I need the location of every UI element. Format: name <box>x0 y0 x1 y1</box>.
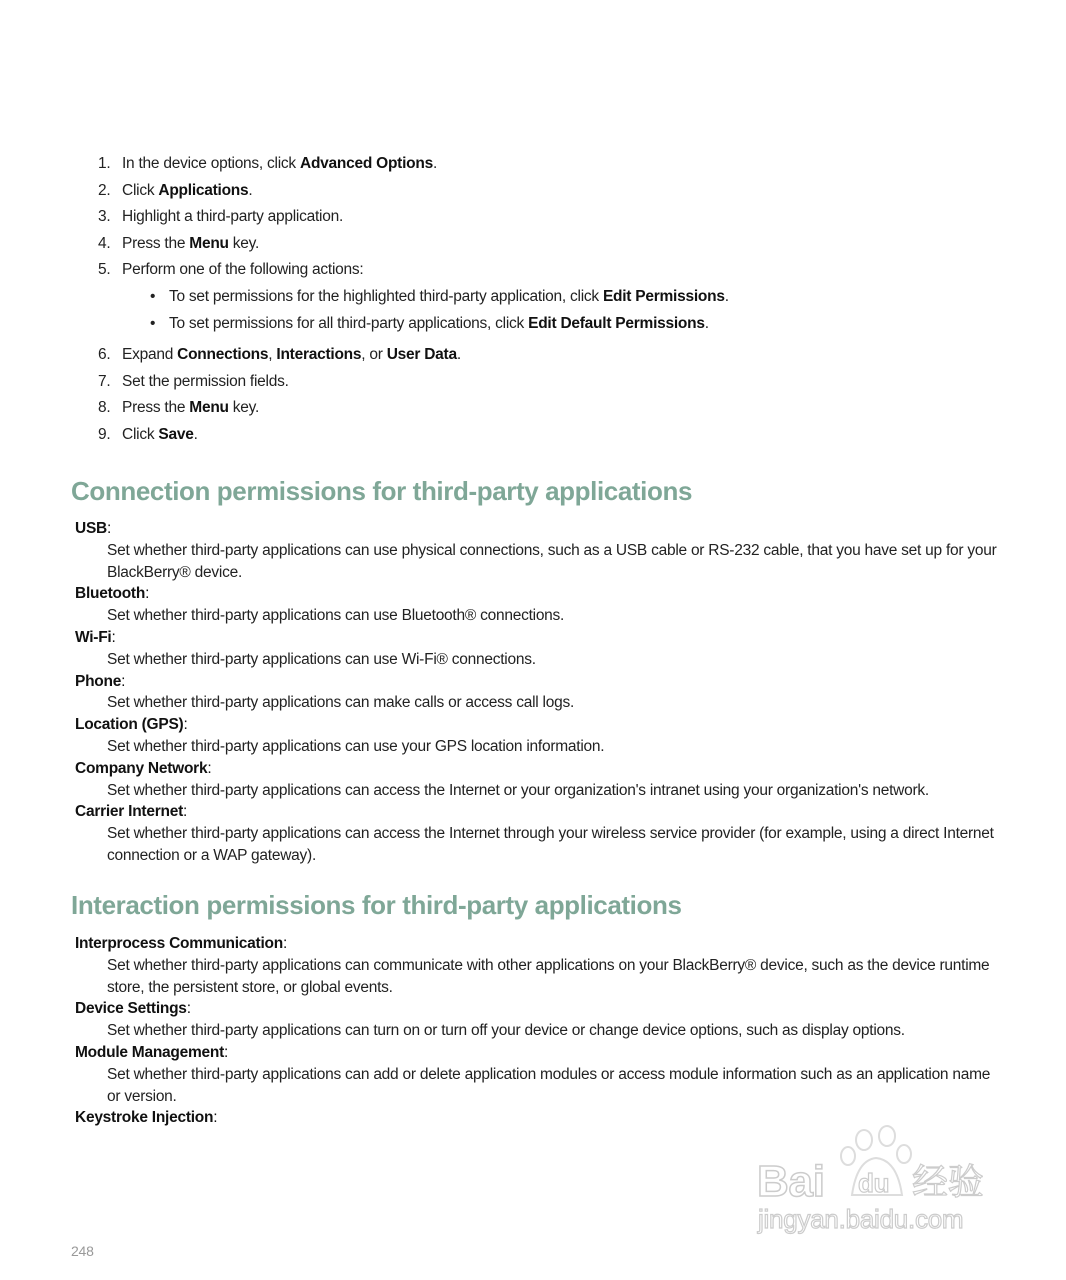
colon: : <box>121 672 126 690</box>
list-item <box>0 342 1066 369</box>
step-text <box>122 231 259 258</box>
list-item <box>0 369 1066 396</box>
text-segment: . <box>193 425 198 443</box>
step-number: 1. <box>98 155 111 172</box>
step-text <box>122 369 289 396</box>
term-label: USB <box>75 520 107 537</box>
section-heading-connection: Connection permissions for third-party applications <box>71 476 693 506</box>
list-item <box>0 204 1066 231</box>
text-segment: . <box>704 314 709 332</box>
term-label: Phone <box>75 672 122 690</box>
step-number: 7. <box>98 372 111 390</box>
ui-term: Connections <box>177 346 269 364</box>
colon: : <box>111 628 116 646</box>
list-item <box>0 178 1066 205</box>
permission-description: Set whether third-party applications can use Wi-Fi® connections. <box>107 650 536 668</box>
ui-term: Save <box>158 425 194 443</box>
colon: : <box>106 520 112 537</box>
list-item <box>0 257 1066 284</box>
svg-text:jingyan.baidu.com: jingyan.baidu.com <box>758 1204 964 1234</box>
term-label: Keystroke Injection <box>75 1109 214 1127</box>
connection-permissions-list <box>0 518 1066 867</box>
permission-term <box>75 933 1066 955</box>
ui-term: Edit Permissions <box>602 287 725 305</box>
colon: : <box>182 803 188 821</box>
colon: : <box>207 759 212 777</box>
sub-step-text <box>169 311 709 338</box>
ui-term: Interactions <box>276 346 362 364</box>
step-number: 4. <box>98 234 111 252</box>
text-segment: , <box>268 346 277 364</box>
term-label: Carrier Internet <box>75 803 183 821</box>
permission-description: Set whether third-party applications can access the Internet through your wireless service provider (for example, using a direct Internet connection or a WAP gateway). <box>107 825 994 864</box>
step-number: 3. <box>98 208 111 226</box>
permission-term <box>75 671 1066 693</box>
permission-description: Set whether third-party applications can use Bluetooth® connections. <box>107 607 565 625</box>
permission-term <box>75 758 1066 780</box>
svg-text:Bai: Bai <box>757 1157 825 1206</box>
permission-term <box>75 714 1066 736</box>
step-text <box>122 204 343 231</box>
term-label: Interprocess Communication <box>75 935 283 952</box>
text-segment: , or <box>361 346 387 364</box>
text-segment: Click <box>122 181 159 199</box>
bullet-icon: • <box>150 287 156 305</box>
ui-term: Applications <box>158 181 249 199</box>
step-number: 8. <box>98 399 111 417</box>
text-segment: Press the <box>122 399 190 417</box>
term-label: Module Management <box>75 1043 225 1061</box>
list-item <box>0 151 1066 178</box>
colon: : <box>186 1000 191 1018</box>
text-segment: Perform one of the following actions: <box>122 261 364 279</box>
ui-term: User Data <box>386 346 457 364</box>
list-item <box>0 395 1066 422</box>
text-segment: Highlight a third-party application. <box>122 208 344 226</box>
procedure-steps <box>0 151 1066 449</box>
permission-description: Set whether third-party applications can use physical connections, such as a USB cable or RS-232 cable, that you have set up for your BlackBerry® device. <box>107 541 997 581</box>
permission-term <box>75 801 1066 823</box>
colon: : <box>224 1043 229 1061</box>
colon: : <box>183 716 188 734</box>
colon: : <box>145 585 150 603</box>
permission-term <box>75 583 1066 605</box>
step-text <box>122 395 259 422</box>
page-number: 248 <box>71 1243 94 1259</box>
step-number: 6. <box>98 346 111 364</box>
permission-term <box>75 998 1066 1020</box>
baidu-watermark-logo <box>752 1120 1007 1240</box>
bullet-icon: • <box>150 314 156 332</box>
step-number: 2. <box>98 181 111 199</box>
sub-list-item <box>0 311 1066 338</box>
term-label: Bluetooth <box>75 585 146 603</box>
text-segment: Expand <box>122 346 178 364</box>
permission-description: Set whether third-party applications can add or delete application modules or access module information such as an application name or version. <box>107 1065 991 1105</box>
text-segment: Set the permission fields. <box>122 372 289 390</box>
step-number: 9. <box>98 425 111 443</box>
step-text <box>122 422 198 449</box>
permission-description: Set whether third-party applications can use your GPS location information. <box>107 737 605 755</box>
colon: : <box>282 935 288 952</box>
step-number: 5. <box>98 261 111 279</box>
svg-text:du: du <box>858 1168 890 1198</box>
step-text <box>122 151 437 178</box>
sub-step-text <box>169 284 729 311</box>
term-label: Location (GPS) <box>75 716 184 734</box>
text-segment: key. <box>228 234 260 252</box>
ui-term: Edit Default Permissions <box>528 314 705 332</box>
text-segment: To set permissions for the highlighted third-party application, click <box>169 287 603 305</box>
term-label: Company Network <box>75 759 208 777</box>
permission-description: Set whether third-party applications can turn on or turn off your device or change device options, such as display options. <box>107 1022 905 1040</box>
text-segment: Click <box>122 425 159 443</box>
term-label: Wi-Fi <box>75 628 112 646</box>
sub-list-item <box>0 284 1066 311</box>
step-text <box>122 342 461 369</box>
step-text <box>122 257 363 284</box>
step-text <box>122 178 252 205</box>
text-segment: Press the <box>122 234 190 252</box>
text-segment: . <box>432 155 437 172</box>
ui-term: Menu <box>189 399 229 417</box>
permission-description: Set whether third-party applications can communicate with other applications on your BlackBerry® device, such as the device runtime store, the persistent store, or global events. <box>107 956 990 996</box>
list-item <box>0 231 1066 258</box>
permission-term <box>75 518 1066 540</box>
section-heading-interaction: Interaction permissions for third-party applications <box>71 890 682 920</box>
svg-text:经验: 经验 <box>912 1162 984 1203</box>
term-label: Device Settings <box>75 1000 187 1018</box>
colon: : <box>213 1109 218 1127</box>
permission-term <box>75 1042 1066 1064</box>
permission-term <box>75 627 1066 649</box>
text-segment: key. <box>228 399 260 417</box>
text-segment: To set permissions for all third-party applications, click <box>169 314 529 332</box>
ui-term: Menu <box>189 234 229 252</box>
permission-description: Set whether third-party applications can access the Internet or your organization's intranet using your organization's network. <box>107 781 929 799</box>
text-segment: . <box>248 181 253 199</box>
text-segment: . <box>724 287 729 305</box>
text-segment: In the device options, click <box>122 155 300 172</box>
interaction-permissions-list <box>0 933 1066 1129</box>
ui-term: Advanced Options <box>300 155 433 172</box>
text-segment: . <box>456 346 461 364</box>
permission-description: Set whether third-party applications can make calls or access call logs. <box>107 694 575 712</box>
list-item <box>0 422 1066 449</box>
